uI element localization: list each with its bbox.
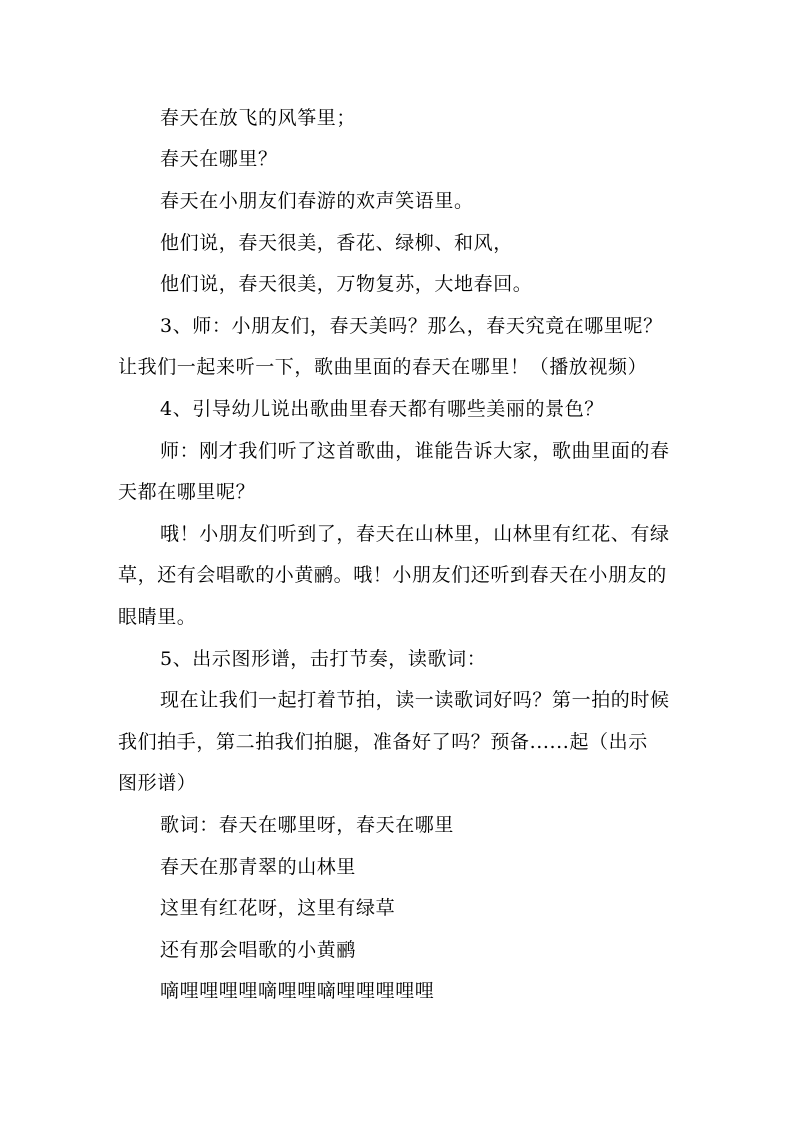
text-line: 春天在那青翠的山林里	[160, 856, 357, 878]
text-line: 草，还有会唱歌的小黄鹂。哦！小朋友们还听到春天在小朋友的	[118, 564, 667, 586]
text-line: 春天在哪里？	[160, 148, 278, 170]
text-line: 让我们一起来听一下，歌曲里面的春天在哪里！（播放视频）	[118, 356, 648, 378]
text-line: 我们拍手，第二拍我们拍腿，准备好了吗？预备......起（出示	[118, 731, 648, 753]
text-line: 5、出示图形谱，击打节奏，读歌词：	[160, 648, 487, 670]
text-line: 这里有红花呀，这里有绿草	[160, 897, 396, 919]
text-line: 他们说，春天很美，香花、绿柳、和风，	[160, 232, 513, 254]
text-line: 哦！小朋友们听到了，春天在山林里，山林里有红花、有绿	[160, 523, 670, 545]
text-line: 4、引导幼儿说出歌曲里春天都有哪些美丽的景色？	[160, 398, 604, 420]
text-line: 春天在放飞的风筝里；	[160, 107, 357, 129]
text-line: 现在让我们一起打着节拍，读一读歌词好吗？第一拍的时候	[160, 689, 670, 711]
text-line: 歌词：春天在哪里呀，春天在哪里	[160, 814, 455, 836]
text-line: 眼睛里。	[118, 606, 197, 628]
text-line: 嘀哩哩哩哩嘀哩哩嘀哩哩哩哩哩	[160, 980, 435, 1002]
text-line: 还有那会唱歌的小黄鹂	[160, 939, 357, 961]
text-line: 3、师：小朋友们，春天美吗？那么，春天究竟在哪里呢？	[160, 315, 663, 337]
text-line: 春天在小朋友们春游的欢声笑语里。	[160, 190, 474, 212]
text-line: 图形谱）	[118, 772, 197, 794]
text-line: 师：刚才我们听了这首歌曲，谁能告诉大家，歌曲里面的春	[160, 440, 670, 462]
text-line: 他们说，春天很美，万物复苏，大地春回。	[160, 273, 533, 295]
text-line: 天都在哪里呢？	[118, 481, 256, 503]
